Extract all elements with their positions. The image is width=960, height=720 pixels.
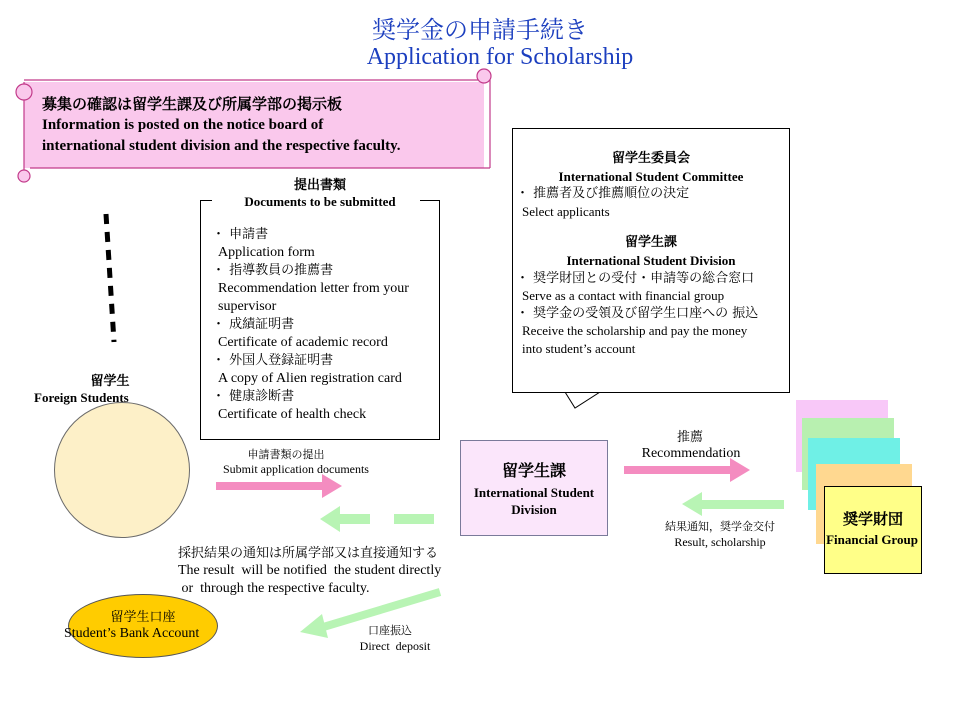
- committee-box-text: [512, 150, 790, 358]
- deposit-label-en: Direct deposit: [359, 639, 431, 653]
- submit-label-jp: 申請書類の提出: [247, 448, 325, 461]
- banner-notice: [42, 94, 492, 157]
- doc-item-en: Application form: [218, 245, 315, 260]
- isd-node-en: International Student Division: [473, 485, 595, 517]
- documents-heading-en: Documents to be submitted: [244, 194, 396, 209]
- doc-item-jp: ・ 成績証明書: [212, 317, 295, 332]
- documents-list: [212, 226, 437, 424]
- callout-pointer: [565, 392, 600, 408]
- banner-line-en-1: Information is posted on the notice board of: [42, 117, 324, 133]
- documents-heading-jp: 提出書類: [293, 178, 346, 193]
- notify-arrow: [320, 506, 434, 532]
- banner-line-jp: 募集の確認は留学生課及び所属学部の掲示板: [42, 95, 343, 113]
- division-item1-jp: ・ 奨学財団との受付・申請等の総合窓口: [516, 270, 755, 286]
- division-item2-en: Receive the scholarship and pay the money into student’s account: [522, 323, 748, 356]
- banner-line-en-2: international student division and the respective faculty.: [42, 138, 401, 154]
- notify-label-en-1: The result will be notified the student directly: [178, 563, 442, 578]
- isd-node-jp: 留学生課: [501, 461, 566, 480]
- result-arrow: [682, 492, 784, 516]
- result-label-en: Result, scholarship: [674, 535, 766, 549]
- division-heading-jp: 留学生課: [624, 235, 677, 251]
- doc-item-en: Certificate of health check: [218, 407, 367, 422]
- doc-item-en: A copy of Alien registration card: [218, 371, 402, 386]
- submit-label-en: Submit application documents: [223, 462, 369, 476]
- bank-label-jp: 留学生口座: [110, 610, 176, 625]
- doc-item-en: Recommendation letter from your supervisor: [218, 281, 409, 314]
- recommend-label-en: Recommendation: [641, 446, 741, 461]
- recommend-label-jp: 推薦: [676, 430, 703, 445]
- financial-label-en: Financial Group: [826, 532, 918, 547]
- division-heading-en: International Student Division: [566, 252, 736, 268]
- doc-item-jp: ・ 申請書: [212, 227, 269, 242]
- doc-item-en: Certificate of academic record: [218, 335, 388, 350]
- submit-arrow: [216, 474, 342, 498]
- result-label-jp: 結果通知，奨学金交付: [665, 520, 775, 533]
- division-item2-jp: ・ 奨学金の受領及び留学生口座への 振込: [516, 305, 759, 321]
- student-face: [54, 402, 190, 538]
- deposit-label-jp: 口座振込: [368, 624, 412, 637]
- doc-item-jp: ・ 指導教員の推薦書: [212, 263, 334, 278]
- dashed-connector: [106, 214, 114, 342]
- committee-heading-jp: 留学生委員会: [611, 151, 690, 166]
- title-en: Application for Scholarship: [366, 44, 634, 70]
- notify-label-jp: 採択結果の通知は所属学部又は直接通知する: [178, 546, 439, 561]
- student-label-jp: 留学生: [90, 374, 130, 389]
- doc-item-jp: ・ 健康診断書: [212, 389, 295, 404]
- bank-label-en: Student’s Bank Account: [64, 626, 200, 641]
- student-label-en: Foreign Students: [34, 390, 129, 405]
- title-jp: 奨学金の申請手続き: [372, 16, 588, 44]
- doc-item-jp: ・ 外国人登録証明書: [212, 353, 334, 368]
- committee-item-jp: ・ 推薦者及び推薦順位の決定: [516, 186, 690, 202]
- committee-item-en: Select applicants: [522, 203, 610, 219]
- committee-heading-en: International Student Committee: [558, 168, 744, 184]
- notify-label-en-2: or through the respective faculty.: [178, 581, 370, 596]
- financial-group-node: [824, 486, 922, 574]
- financial-label-jp: 奨学財団: [842, 510, 903, 528]
- division-item1-en: Serve as a contact with financial group: [522, 288, 725, 304]
